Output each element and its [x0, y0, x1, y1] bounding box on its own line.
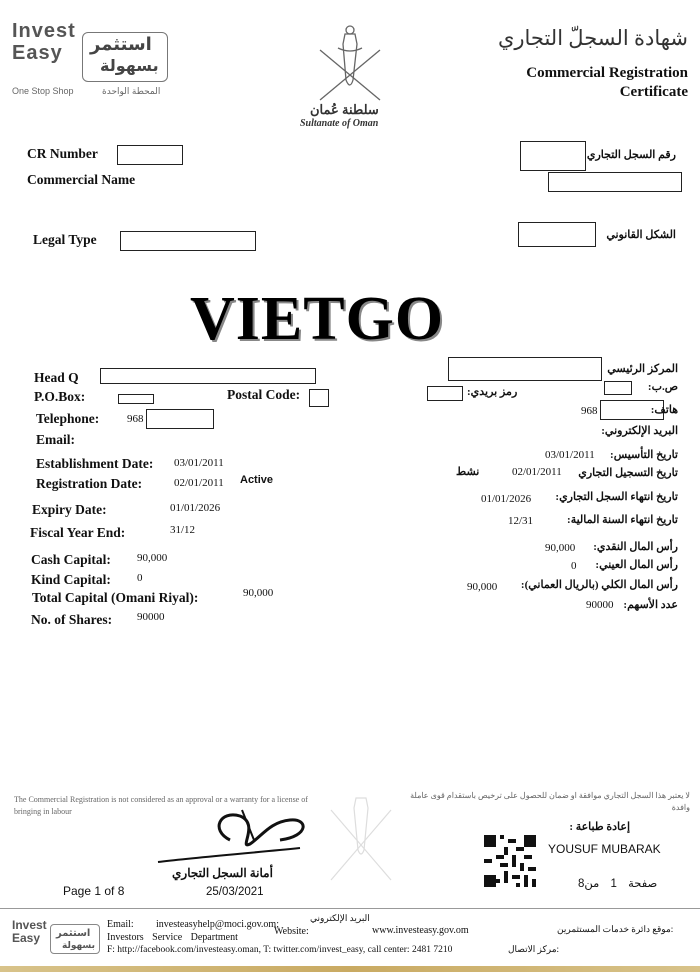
telephone-field [146, 409, 214, 429]
registration-date: 02/01/2011 [174, 477, 224, 489]
footer-divider [0, 908, 700, 909]
footer-email-label: Email: [107, 919, 134, 930]
page-ar-of: من [584, 878, 600, 890]
telephone-label-ar: هاتف: [650, 404, 678, 416]
emblem-caption-ar: سلطنة عُمان [310, 102, 379, 117]
fiscal-year-end: 31/12 [170, 524, 196, 536]
signature-icon [150, 800, 320, 870]
commercial-name-field-ar [548, 172, 682, 192]
cr-number-label-ar: رقم السجل التجاري [586, 149, 676, 161]
footer-website-value: www.investeasy.gov.om [372, 925, 469, 936]
commercial-name-label: Commercial Name [27, 172, 136, 187]
legal-type-label: Legal Type [33, 232, 97, 247]
postal-code-field [309, 389, 329, 407]
fiscal-year-end-label: Fiscal Year End: [30, 525, 126, 540]
footer-dept: Investors Service Department [107, 932, 238, 943]
head-office-field [100, 368, 316, 384]
expiry-date-ar: 01/01/2026 [481, 493, 532, 505]
cr-number-label: CR Number [27, 146, 98, 161]
footer-email-label-ar: البريد الإلكتروني [310, 913, 370, 923]
telephone-prefix-ar: 968 [581, 405, 598, 417]
footer-contact: F: http://facebook.com/investeasy.oman, T: twitter.com/invest_easy, call center: 2481 7210 [107, 945, 453, 955]
oman-emblem [300, 20, 400, 130]
cr-number-field [117, 145, 183, 165]
shares: 90000 [137, 611, 165, 623]
stamp-emblem-icon [316, 790, 406, 890]
page-indicator-ar [578, 876, 657, 890]
email-label-ar: البريد الإلكتروني: [601, 425, 678, 437]
signer-name: YOUSUF MUBARAK [548, 842, 661, 856]
legal-type-field [120, 231, 256, 251]
shares-ar: 90000 [586, 599, 614, 611]
logo-text-easy: Easy [12, 42, 63, 64]
pobox-field [118, 394, 154, 404]
postal-code-label-ar: رمز بريدي: [467, 386, 518, 398]
registry-label-ar: أمانة السجل التجاري [172, 866, 273, 880]
footer-contact-ar: مركز الاتصال: [508, 944, 560, 954]
total-capital-label: Total Capital (Omani Riyal): [32, 590, 199, 605]
establishment-date-label-ar: تاريخ التأسيس: [610, 449, 678, 461]
registration-date-ar: 02/01/2011 [512, 466, 562, 478]
expiry-date: 01/01/2026 [170, 502, 221, 514]
footer-logo-ar1: استثمر [56, 928, 91, 939]
fiscal-year-end-ar: 12/31 [508, 515, 534, 527]
fiscal-year-end-label-ar: تاريخ انتهاء السنة المالية: [567, 514, 678, 526]
pobox-field-ar [604, 381, 632, 395]
kind-capital-label-ar: رأس المال العيني: [595, 559, 678, 571]
footer-email-value: investeasyhelp@moci.gov.om; [156, 919, 279, 930]
vietgo-watermark: VIETGO [190, 285, 445, 353]
footer-website-label-ar: موقع دائرة خدمات المستثمرين: [557, 924, 674, 934]
footer-bottom-border [0, 966, 700, 972]
footer-website-label: Website: [274, 926, 309, 937]
page-ar-total: 8 [578, 878, 585, 890]
stamp-outline [316, 790, 406, 890]
establishment-date-label: Establishment Date: [36, 456, 154, 471]
page-ar-word: صفحة [628, 878, 658, 890]
legal-type-label-ar: الشكل القانوني [606, 229, 676, 241]
total-capital-ar: 90,000 [467, 581, 498, 593]
postal-code-label: Postal Code: [227, 387, 301, 402]
registration-status: Active [240, 474, 274, 486]
head-office-label-ar: المركز الرئيسي [607, 363, 678, 375]
disclaimer-en: The Commercial Registration is not considered as an approval or a warranty for a license of bringing in labour [14, 795, 308, 816]
establishment-date: 03/01/2011 [174, 457, 224, 469]
shares-label-ar: عدد الأسهم: [623, 599, 678, 611]
logo-frame [82, 32, 168, 82]
total-capital: 90,000 [243, 587, 274, 599]
establishment-date-ar: 03/01/2011 [545, 449, 595, 461]
telephone-prefix: 968 [127, 413, 144, 425]
issue-date: 25/03/2021 [206, 886, 264, 898]
cash-capital-label: Cash Capital: [31, 552, 111, 567]
logo-text-invest: Invest [12, 20, 76, 42]
footer-logo-easy: Easy [12, 931, 41, 945]
head-office-field-ar [448, 357, 602, 381]
shares-label: No. of Shares: [31, 612, 113, 627]
total-capital-label-ar: رأس المال الكلي (بالريال العماني): [520, 579, 678, 591]
logo-tagline-ar: المحطة الواحدة [102, 86, 161, 96]
page-indicator: Page 1 of 8 [63, 884, 125, 898]
logo-tagline: One Stop Shop [12, 86, 74, 96]
kind-capital-ar: 0 [571, 560, 577, 572]
certificate-title-ar: شهادة السجلّ التجاري [497, 26, 688, 50]
cash-capital: 90,000 [137, 552, 168, 564]
kind-capital: 0 [137, 572, 143, 584]
khanjar-emblem-icon [300, 20, 400, 105]
footer-logo-ar2: بسهولة [62, 940, 95, 950]
telephone-label: Telephone: [36, 411, 100, 426]
footer-logo-invest: Invest [12, 918, 47, 932]
disclaimer-ar: لا يعتبر هذا السجل التجاري موافقة او ضمان للحصول على ترخيص باستقدام قوى عاملة وافدة [410, 791, 690, 812]
cash-capital-ar: 90,000 [545, 542, 576, 554]
expiry-date-label-ar: تاريخ انتهاء السجل التجاري: [555, 491, 678, 503]
legal-type-field-ar [518, 222, 596, 247]
kind-capital-label: Kind Capital: [31, 572, 111, 587]
pobox-label-ar: ص.ب: [647, 381, 678, 393]
invest-easy-logo [12, 20, 172, 100]
logo-text-ar2: بسهولة [100, 58, 159, 75]
registration-date-label-ar: تاريخ التسجيل التجاري [578, 467, 678, 479]
footer-logo-frame [50, 924, 100, 954]
qr-code-icon [484, 835, 536, 887]
certificate-title-line1: Commercial Registration [526, 65, 688, 81]
expiry-date-label: Expiry Date: [32, 502, 107, 517]
cr-number-field-ar [520, 141, 586, 171]
reprint-label-ar: إعادة طباعة : [569, 821, 630, 833]
qr-code [484, 835, 536, 887]
postal-code-field-ar [427, 386, 463, 401]
logo-text-ar1: استثمر [90, 34, 152, 54]
registration-status-ar: نشط [456, 466, 480, 478]
head-office-label: Head Q [34, 370, 79, 385]
footer-logo [12, 918, 102, 962]
emblem-caption: Sultanate of Oman [300, 118, 379, 129]
cash-capital-label-ar: رأس المال النقدي: [593, 541, 678, 553]
pobox-label: P.O.Box: [34, 389, 86, 404]
email-label: Email: [36, 432, 75, 447]
certificate-title-line2: Certificate [619, 84, 688, 100]
registration-date-label: Registration Date: [36, 476, 143, 491]
page-ar-num: 1 [610, 878, 617, 890]
